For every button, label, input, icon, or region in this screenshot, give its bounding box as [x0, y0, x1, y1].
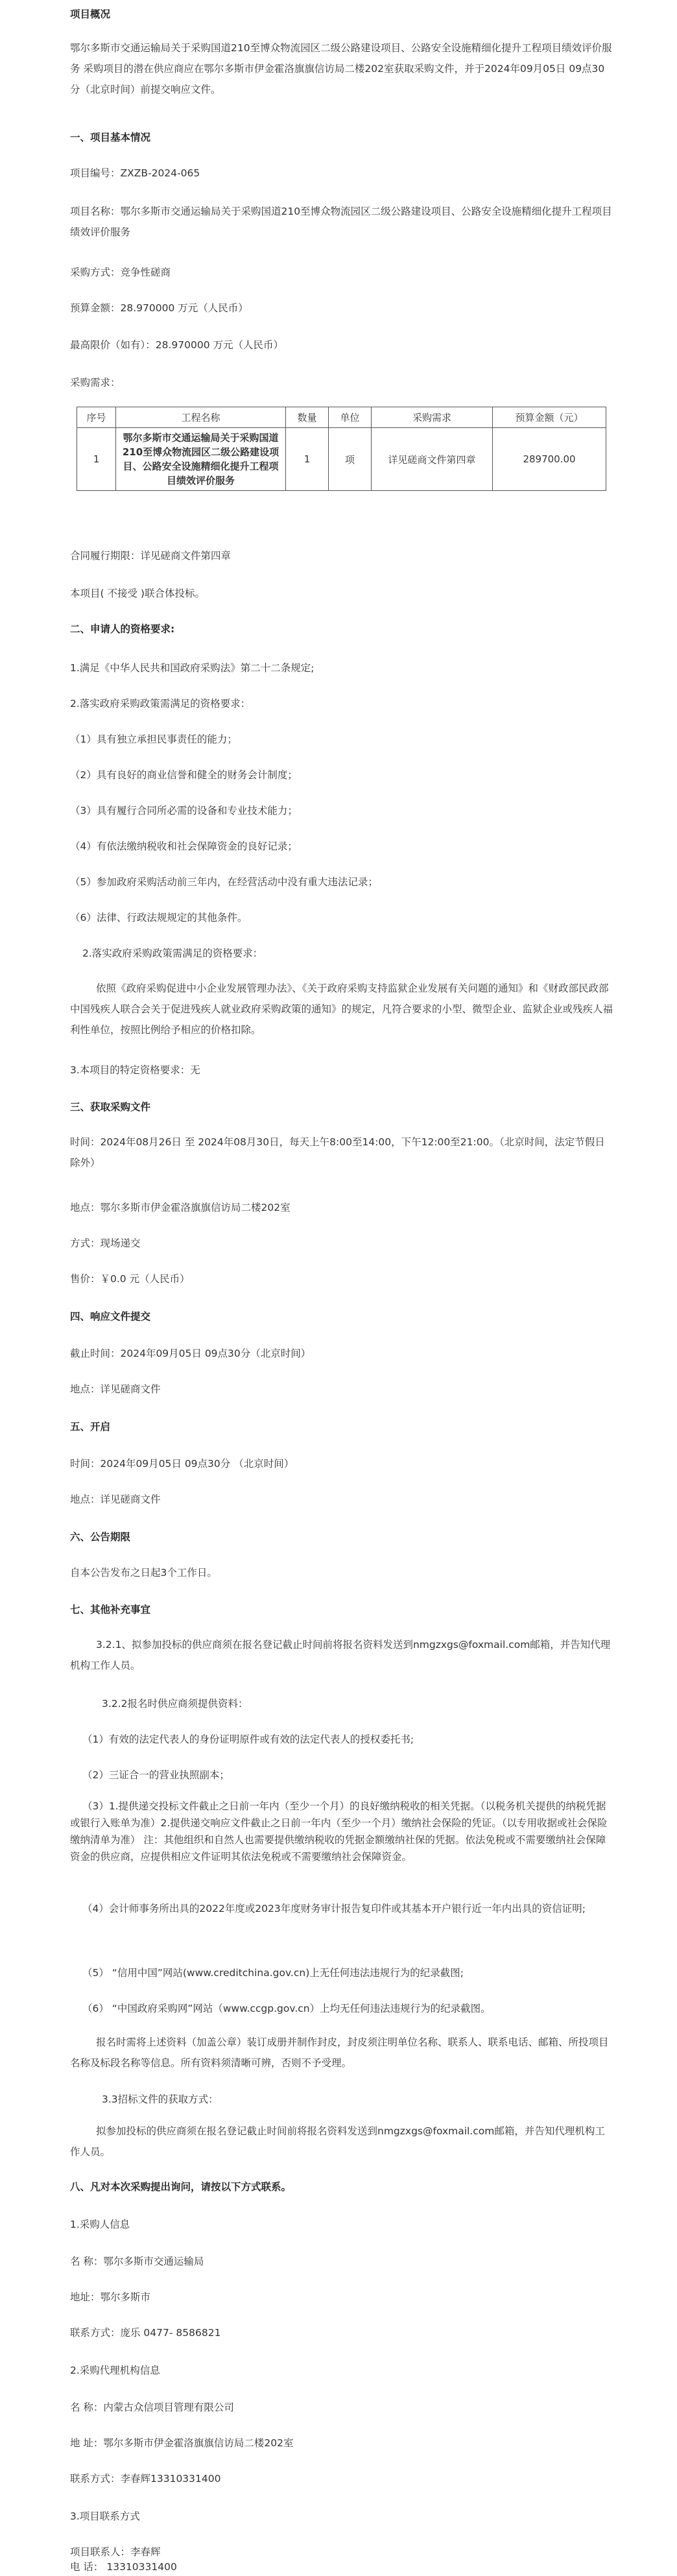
qualification-sub-6: （6）法律、行政法规规定的其他条件。 — [70, 912, 248, 924]
section-2-heading: 二、申请人的资格要求: — [70, 623, 175, 635]
row-budget: 289700.00 — [493, 428, 606, 491]
obtain-price: 售价：￥0.0 元（人民币） — [70, 1273, 190, 1285]
policy-text: 依照《政府采购促进中小企业发展管理办法》、《关于政府采购支持监狱企业发展有关问题的通知》和《财政部民政部 中国残疾人联合会关于促进残疾人就业政府采购政策的通知》的规定，凡符合要求的小型、微型企业、监狱企业或残疾人福利性单位，按照比例给予相应的价格扣除。 — [70, 983, 613, 1036]
qualification-item-1: 1.满足《中华人民共和国政府采购法》第二十二条规定; — [70, 662, 315, 674]
overview-heading: 项目概况 — [70, 8, 111, 20]
section-1-heading: 一、项目基本情况 — [70, 132, 151, 143]
material-5: （5） “信用中国”网站(www.creditchina.gov.cn)上无任何违法违规行为的纪录截图; — [82, 1967, 464, 1979]
section-4-heading: 四、响应文件提交 — [70, 1311, 151, 1322]
supplement-3-2-2: 3.2.2报名时供应商须提供资料： — [102, 1698, 248, 1710]
obtain-way: 方式：现场递交 — [70, 1237, 141, 1249]
supplement-3-3: 3.3招标文件的获取方式： — [102, 2093, 219, 2105]
qualification-sub-4: （4）有依法缴纳税收和社会保障资金的良好记录； — [70, 841, 298, 852]
opening-time: 时间：2024年09月05日 09点30分 （北京时间） — [70, 1458, 294, 1470]
consortium-note: 本项目( 不接受 )联合体投标。 — [70, 588, 205, 599]
table-header-cell: 工程名称 — [116, 407, 286, 428]
submission-place: 地点：详见磋商文件 — [70, 1383, 161, 1395]
buyer-title: 1.采购人信息 — [70, 2219, 130, 2230]
max-price: 最高限价（如有）：28.970000 万元（人民币） — [70, 339, 283, 351]
section-3-heading: 三、获取采购文件 — [70, 1101, 151, 1113]
qualification-item-2: 2.落实政府采购政策需满足的资格要求： — [70, 698, 251, 710]
section-7-heading: 七、其他补充事宜 — [70, 1604, 151, 1616]
qualification-sub-2: （2）具有良好的商业信誉和健全的财务会计制度； — [70, 769, 298, 781]
section-8-heading: 八、凡对本次采购提出询问，请按以下方式联系。 — [70, 2181, 292, 2193]
budget-amount: 预算金额：28.970000 万元（人民币） — [70, 302, 248, 314]
supplement-3-3-text: 拟参加投标的供应商须在报名登记截止时间前将报名资料发送到nmgzxgs@foxmail.com邮箱，并告知代理机构工作人员。 — [70, 2125, 605, 2158]
project-contact-person: 项目联系人：李春辉 — [70, 2546, 161, 2558]
table-row — [77, 428, 606, 491]
project-number: 项目编号：ZXZB-2024-065 — [70, 167, 200, 179]
material-6: （6） “中国政府采购网”网站（www.ccgp.gov.cn）上均无任何违法违规行为的纪录截图。 — [82, 2003, 491, 2014]
material-4: （4）会计师事务所出具的2022年度或2023年度财务审计报告复印件或其基本开户银行近一年内出具的资信证明; — [82, 1903, 586, 1914]
row-project-name: 鄂尔多斯市交通运输局关于采购国道210至博众物流园区二级公路建设项目、公路安全设施精细化提升工程项目绩效评价服务 — [116, 428, 286, 491]
agent-address: 地 址：鄂尔多斯市伊金霍洛旗旗信访局二楼202室 — [70, 2437, 294, 2449]
project-contact-phone: 电 话： 13310331400 — [70, 2561, 177, 2573]
material-2: （2）三证合一的营业执照副本； — [82, 1769, 230, 1781]
table-header-cell: 数量 — [286, 407, 329, 428]
agent-contact: 联系方式：李春辉13310331400 — [70, 2473, 221, 2485]
notice-period: 自本公告发布之日起3个工作日。 — [70, 1567, 217, 1579]
section-6-heading: 六、公告期限 — [70, 1531, 131, 1543]
procurement-table — [77, 407, 606, 491]
table-header-cell: 预算金额（元） — [493, 407, 606, 428]
row-quantity: 1 — [286, 428, 329, 491]
procurement-method: 采购方式：竞争性磋商 — [70, 267, 171, 278]
row-unit: 项 — [329, 428, 372, 491]
table-header-cell: 序号 — [77, 407, 116, 428]
agent-title: 2.采购代理机构信息 — [70, 2365, 160, 2376]
row-number: 1 — [77, 428, 116, 491]
table-header-row — [77, 407, 606, 428]
buyer-name: 名 称：鄂尔多斯市交通运输局 — [70, 2256, 204, 2267]
procurement-demand-label: 采购需求： — [70, 377, 121, 388]
row-demand: 详见磋商文件第四章 — [372, 428, 493, 491]
agent-name: 名 称：内蒙古众信项目管理有限公司 — [70, 2402, 234, 2413]
supplement-3-2-1: 3.2.1、拟参加投标的供应商须在报名登记截止时间前将报名资料发送到nmgzxgs@foxmail.com邮箱，并告知代理机构工作人员。 — [70, 1639, 611, 1671]
qualification-sub-1: （1）具有独立承担民事责任的能力； — [70, 733, 237, 745]
qualification-item-3: 3.本项目的特定资格要求：无 — [70, 1064, 200, 1076]
registration-note: 报名时需将上述资料（加盖公章）装订成册并制作封皮，封皮须注明单位名称、联系人、联系电话、邮箱、所投项目名称及标段名称等信息。所有资料须清晰可辨，否则不予受理。 — [70, 2036, 609, 2069]
buyer-contact: 联系方式：庞乐 0477- 8586821 — [70, 2327, 221, 2339]
material-1: （1）有效的法定代表人的身份证明原件或有效的法定代表人的授权委托书; — [82, 1734, 414, 1745]
qualification-sub-5: （5）参加政府采购活动前三年内，在经营活动中没有重大违法记录； — [70, 876, 378, 888]
section-5-heading: 五、开启 — [70, 1421, 111, 1433]
opening-place: 地点：详见磋商文件 — [70, 1494, 161, 1505]
buyer-address: 地址：鄂尔多斯市 — [70, 2291, 151, 2303]
table-header-cell: 单位 — [329, 407, 372, 428]
table-header-cell: 采购需求 — [372, 407, 493, 428]
qualification-sub-3: （3）具有履行合同所必需的设备和专业技术能力； — [70, 805, 298, 817]
material-3: （3）1.提供递交投标文件截止之日前一年内（至少一个月）的良好缴纳税收的相关凭据。（以税务机关提供的纳税凭据或银行入账单为准）2.提供递交响应文件截止之日前一年内（至少一个月）缴纳社会保险的凭证。（以专用收据或社会保险缴纳清单为准） 注：其他组织和自然人也需要提供缴纳税收的凭据金额缴纳社保的凭据。依法免税或不需要缴纳社会保障资金的供应商，应提供相应文件证明其依法免税或不需要缴纳社会保障资金。 — [70, 1800, 608, 1863]
project-name: 项目名称：鄂尔多斯市交通运输局关于采购国道210至博众物流园区二级公路建设项目、公路安全设施精细化提升工程项目绩效评价服务 — [70, 206, 612, 238]
obtain-place: 地点：鄂尔多斯市伊金霍洛旗旗信访局二楼202室 — [70, 1202, 291, 1213]
contract-period: 合同履行期限：详见磋商文件第四章 — [70, 550, 232, 562]
submission-deadline: 截止时间：2024年09月05日 09点30分（北京时间） — [70, 1348, 311, 1359]
policy-title: 2.落实政府采购政策需满足的资格要求： — [82, 948, 263, 959]
overview-text: 鄂尔多斯市交通运输局关于采购国道210至博众物流园区二级公路建设项目、公路安全设施精细化提升工程项目绩效评价服务 采购项目的潜在供应商应在鄂尔多斯市伊金霍洛旗旗信访局二楼202室获取采购文件，并于2024年09月05日 09点30分（北京时间）前提交响应文件。 — [70, 42, 612, 95]
obtain-time: 时间：2024年08月26日 至 2024年08月30日，每天上午8:00至14:00，下午12:00至21:00。（北京时间，法定节假日除外） — [70, 1136, 605, 1169]
project-contact-title: 3.项目联系方式 — [70, 2510, 140, 2522]
